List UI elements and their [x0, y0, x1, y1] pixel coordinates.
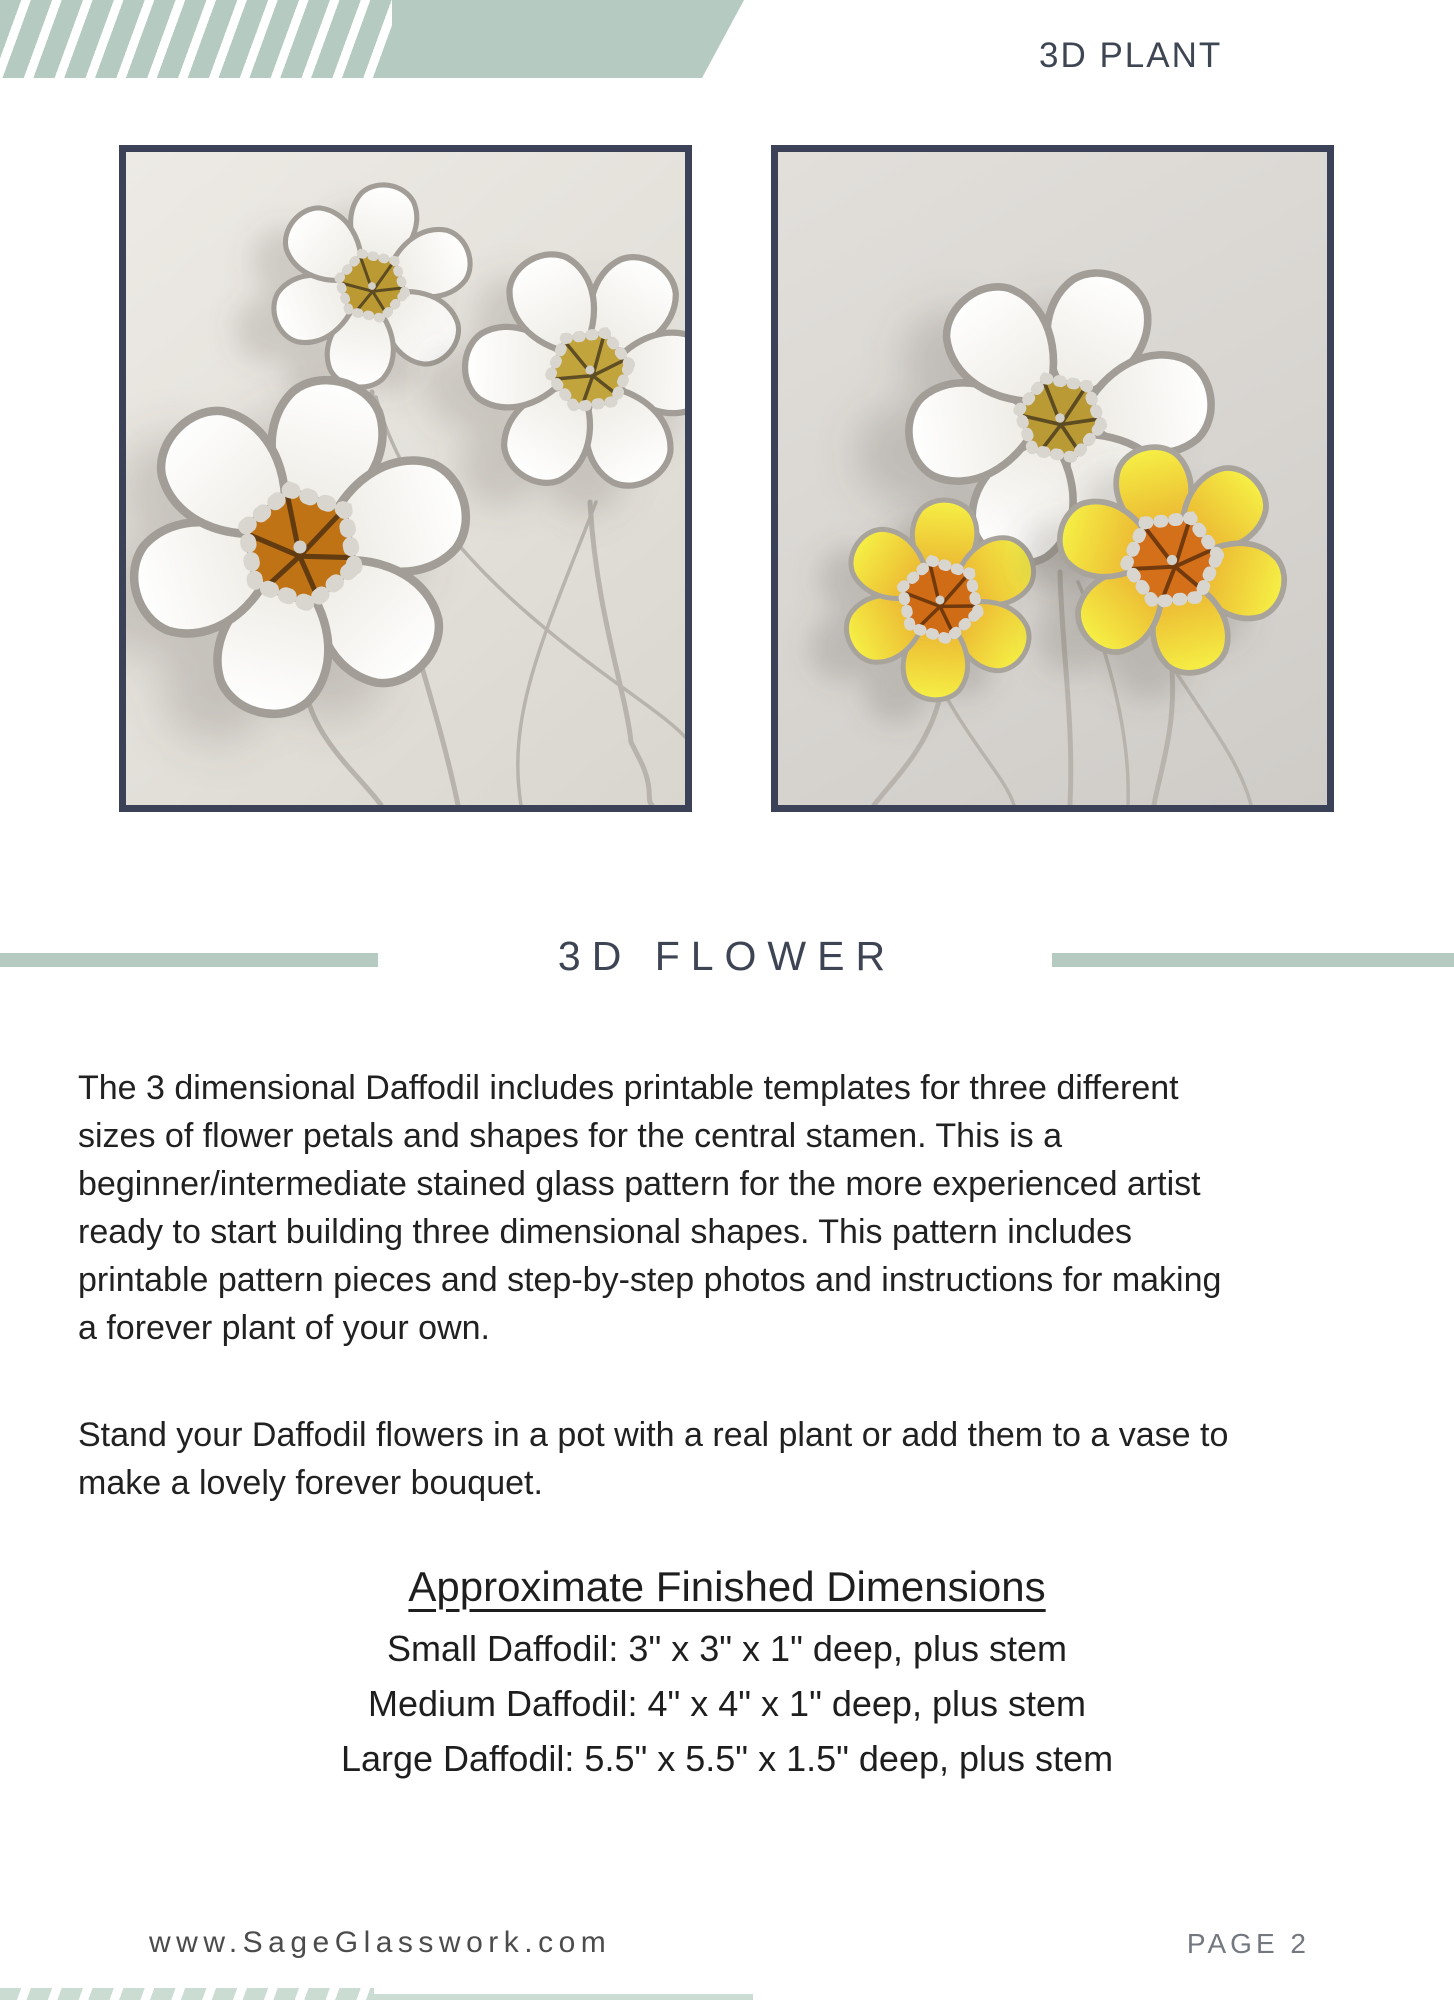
photo-frame-left: [119, 145, 692, 812]
top-banner: [0, 0, 744, 78]
dimension-item: Small Daffodil: 3" x 3" x 1" deep, plus stem: [387, 1628, 1067, 1669]
header-tag: 3D PLANT: [1039, 36, 1223, 75]
dimension-item: Medium Daffodil: 4" x 4" x 1" deep, plus stem: [367, 1683, 1086, 1724]
paragraph-line: sizes of flower petals and shapes for the central stamen. This is a: [78, 1117, 1062, 1155]
dimension-item: Large Daffodil: 5.5" x 5.5" x 1.5" deep, plus stem: [340, 1738, 1114, 1779]
paragraph-line: a forever plant of your own.: [78, 1309, 491, 1347]
bottom-banner-stripes: [0, 1988, 374, 2000]
paragraph-line: printable pattern pieces and step-by-step photos and instructions for making: [78, 1261, 1222, 1299]
paragraph-line: ready to start building three dimensional shapes. This pattern includes: [78, 1213, 1132, 1251]
paragraph-line: Stand your Daffodil flowers in a pot with a real plant or add them to a vase to: [78, 1416, 1229, 1454]
footer-website: www.SageGlasswork.com: [149, 1926, 612, 1959]
dimensions-list: [0, 1621, 1454, 1786]
daffodil-photo-right: [778, 152, 1327, 805]
daffodil-photo-left: [126, 152, 685, 805]
paragraph-line: The 3 dimensional Daffodil includes printable templates for three different: [78, 1069, 1179, 1107]
body-copy: [78, 1064, 1398, 1507]
photo-frame-right: [771, 145, 1334, 812]
paragraph-line: make a lovely forever bouquet.: [78, 1464, 543, 1502]
banner-diagonal-stripes: [0, 0, 392, 78]
section-title: 3D FLOWER: [557, 933, 897, 979]
body-paragraph-2: [78, 1411, 1398, 1507]
bottom-banner-bar: [374, 1994, 753, 2000]
body-paragraph-1: [78, 1064, 1398, 1352]
footer-page-number: PAGE 2: [1186, 1928, 1310, 1959]
paragraph-line: beginner/intermediate stained glass pattern for the more experienced artist: [78, 1165, 1201, 1203]
dimensions-heading: Approximate Finished Dimensions: [408, 1563, 1046, 1610]
